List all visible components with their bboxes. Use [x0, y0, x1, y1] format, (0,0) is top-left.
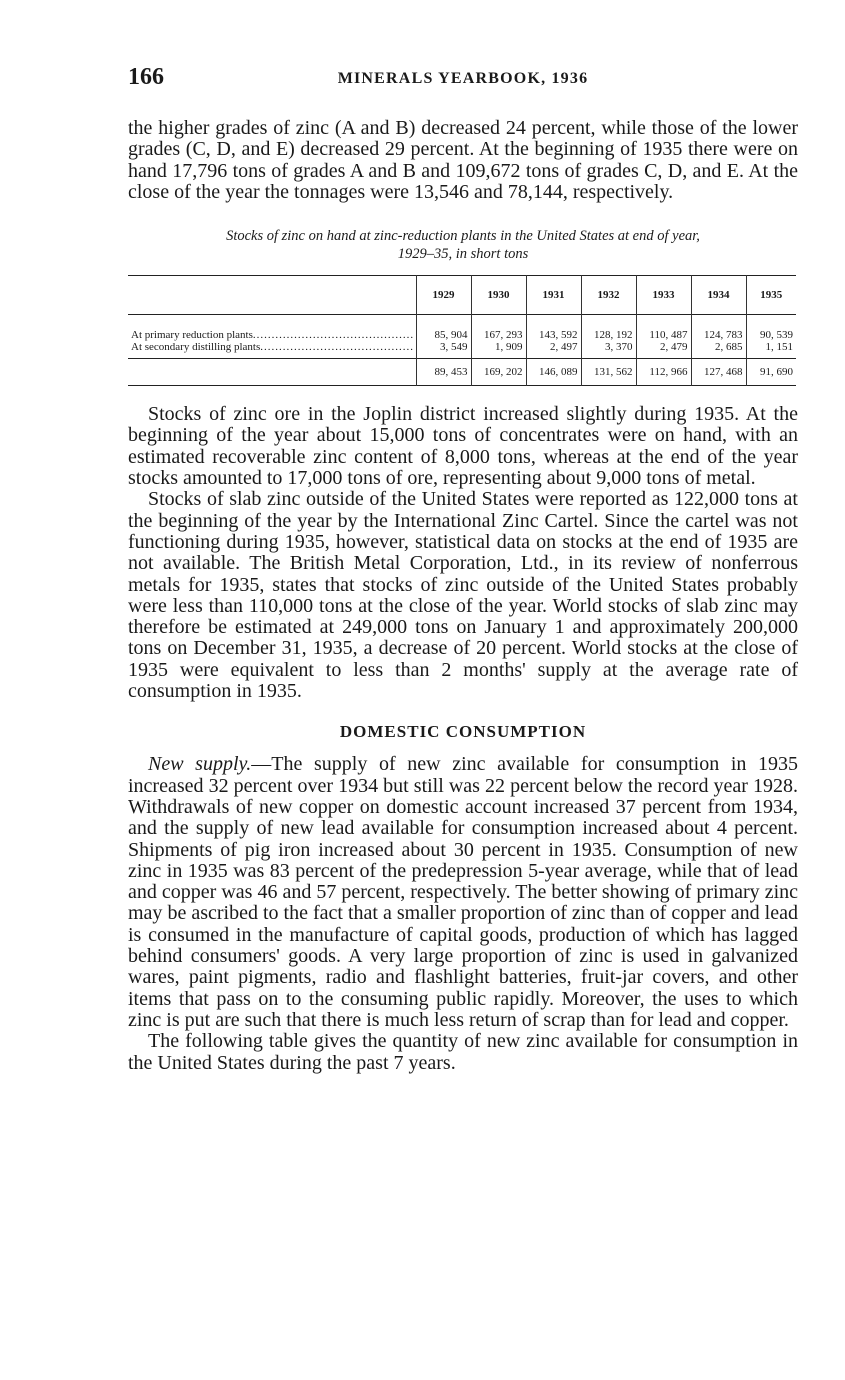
table-total-row — [128, 359, 796, 386]
total-cell: 169, 202 — [471, 359, 526, 386]
table-cell: 2, 497 — [526, 341, 581, 359]
table-cell: 2, 685 — [691, 341, 746, 359]
table-row — [128, 315, 796, 342]
total-cell: 131, 562 — [581, 359, 636, 386]
table-cell: 124, 783 — [691, 315, 746, 342]
table-cell: 3, 549 — [416, 341, 471, 359]
year-header: 1931 — [526, 276, 581, 315]
section-heading: DOMESTIC CONSUMPTION — [339, 722, 587, 742]
zinc-stocks-table — [128, 275, 796, 386]
run-in-heading: New supply. — [148, 753, 252, 776]
page-number: 166 — [128, 64, 164, 90]
page-header — [128, 62, 798, 96]
year-header: 1935 — [746, 276, 796, 315]
paragraph-world-stocks: Stocks of slab zinc outside of the United States were reported as 122,000 tons at the beginning of the year by the International Zinc Cartel. Since the cartel was not functioning during 1935, however, statistical data on stocks at the end of 1935 are not available. The British Metal Corporation, Ltd., in its review of nonferrous metals for 1935, states that stocks of zinc outside of the United States probably were less than 110,000 tons at the close of the year. World stocks of slab zinc may therefore be estimated at 249,000 tons on January 1 and approximately 200,000 tons on December 31, 1935, a decrease of 20 percent. World stocks at the close of 1935 were equivalent to less than 2 months' supply at the average rate of consumption in 1935. — [128, 488, 798, 703]
caption-line-2: 1929–35, in short tons — [397, 246, 529, 263]
year-header: 1932 — [581, 276, 636, 315]
running-head: MINERALS YEARBOOK, 1936 — [337, 70, 589, 87]
total-label-cell — [128, 359, 416, 386]
table-cell: 85, 904 — [416, 315, 471, 342]
year-header: 1934 — [691, 276, 746, 315]
caption-line-1: Stocks of zinc on hand at zinc-reduction plants in the United States at end of year, — [226, 228, 700, 245]
total-cell: 112, 966 — [636, 359, 691, 386]
paragraph-new-supply-body: —The supply of new zinc available for consumption in 1935 increased 32 percent over 1934 but still was 22 percent below the record year 1928. Withdrawals of new copper on domestic account increased 37 percent from 1934, and the supply of new lead available for consumption increased about 4 percent. Shipments of pig iron increased about 30 percent in 1935. Consumption of new zinc in 1935 was 83 percent of the predepression 5-year average, while that of lead and copper was 46 and 57 percent, respectively. The better showing of primary zinc may be ascribed to the fact that a smaller proportion of zinc than of copper and lead is consumed in the manufacture of capital goods, production of which has lagged behind consumers' goods. A very large proportion of zinc is used in galvanized wares, paint pigments, radio and flashlight batteries, fruit-jar covers, and other items that pass on to the consuming public rapidly. Moreover, the uses to which zinc is put are such that there is much less return of scrap than for lead and copper. — [128, 753, 799, 1031]
table-cell: 90, 539 — [746, 315, 796, 342]
table-cell: 1, 909 — [471, 341, 526, 359]
table-caption — [128, 227, 798, 263]
row-label: At primary reduction plants ..... — [128, 315, 416, 342]
table-cell: 3, 370 — [581, 341, 636, 359]
year-header: 1929 — [416, 276, 471, 315]
total-cell: 127, 468 — [691, 359, 746, 386]
paragraph-grades: the higher grades of zinc (A and B) decreased 24 percent, while those of the lower grades (C, D, and E) decreased 29 percent. At the beginning of 1935 there were on hand 17,796 tons of grades A and B and 109,672 tons of grades C, D, and E. At the close of the year the tonnages were 13,546 and 78,144, respectively. — [128, 117, 798, 203]
paragraph-new-supply — [128, 754, 798, 1031]
row-label: At secondary distilling plants ..... — [128, 341, 416, 359]
table-cell: 143, 592 — [526, 315, 581, 342]
table-cell: 1, 151 — [746, 341, 796, 359]
total-cell: 89, 453 — [416, 359, 471, 386]
table-cell: 110, 487 — [636, 315, 691, 342]
year-header: 1933 — [636, 276, 691, 315]
paragraph-table-intro: The following table gives the quantity of new zinc available for consumption in the United States during the past 7 years. — [128, 1030, 798, 1074]
header-label-cell — [128, 276, 416, 315]
year-header: 1930 — [471, 276, 526, 315]
total-cell: 91, 690 — [746, 359, 796, 386]
document-page — [128, 62, 798, 1074]
paragraph-joplin: Stocks of zinc ore in the Joplin district increased slightly during 1935. At the beginning of the year about 15,000 tons of concentrates were on hand, with an estimated recoverable zinc content of 8,000 tons, whereas at the end of the year stocks amounted to 17,000 tons of ore, representing about 9,000 tons of metal. — [128, 403, 798, 490]
table-cell: 2, 479 — [636, 341, 691, 359]
table-cell: 167, 293 — [471, 315, 526, 342]
table-header-row — [128, 276, 796, 315]
table-row — [128, 341, 796, 359]
table-cell: 128, 192 — [581, 315, 636, 342]
total-cell: 146, 089 — [526, 359, 581, 386]
